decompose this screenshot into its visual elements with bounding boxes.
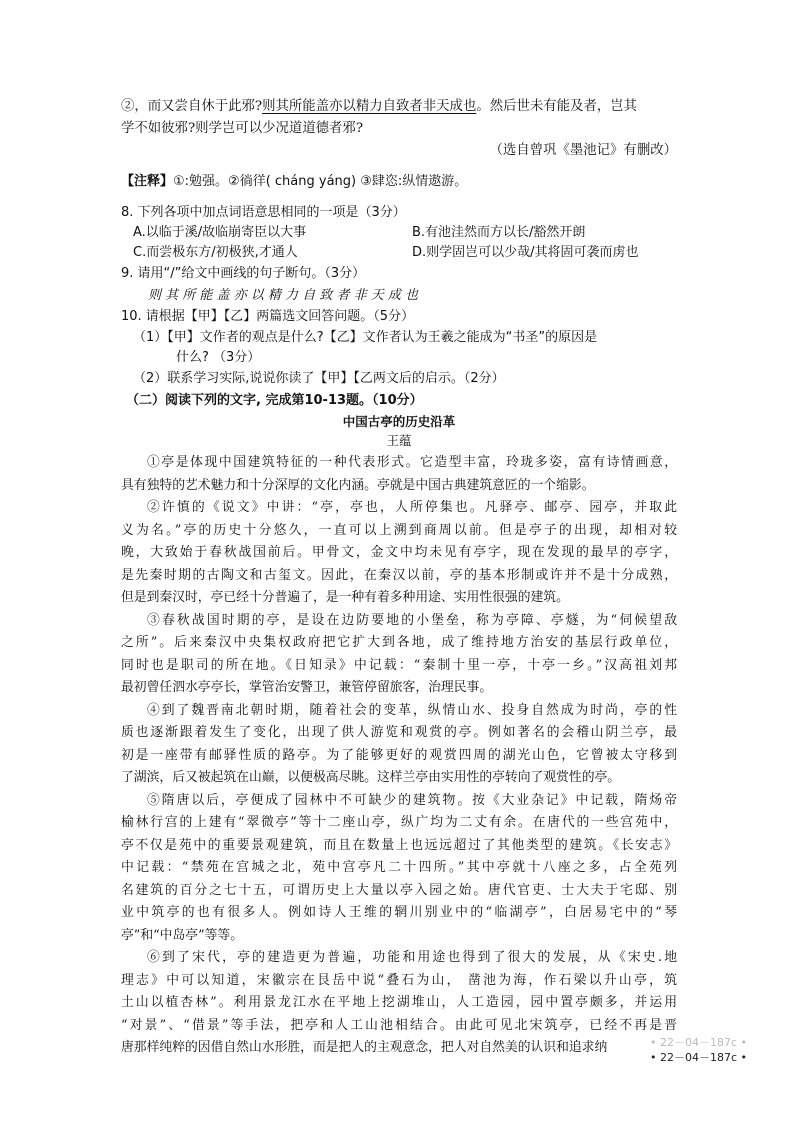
passage-text: ②，而又尝自休于此邪? bbox=[121, 99, 263, 114]
question-8-option-b: B.有池洼然而方以长/豁然开朗 bbox=[412, 225, 586, 240]
article-line: ④到了魏晋南北朝时期，随着社会的变革，纵情山水、投身自然成为时尚，亭的性 bbox=[147, 702, 677, 718]
article-line: “对景”、“借景”等手法，把亭和人工山池相结合。由此可见北宋筑亭，已经不再是晋 bbox=[121, 1017, 677, 1033]
article-line: 同时也是职司的所在地。《日知录》中记载：“秦制十里一亭，十亭一乡。”汉高祖刘邦 bbox=[121, 657, 677, 673]
article-line: 了湖滨，后又被起筑在山巅，以便极高尽眺。这样兰亭由实用性的亭转向了观赏性的亭。 bbox=[121, 770, 621, 785]
article-line: 业中筑亭的也有很多人。例如诗人王维的辋川别业中的“临湖亭”，白居易宅中的“琴 bbox=[121, 905, 677, 920]
article-line: 中记载：“禁苑在宫城之北，苑中宫亭凡二十四所。”其中亭就十八座之多，占全苑列 bbox=[121, 860, 677, 875]
article-line: 理志》中可以知道，宋徽宗在艮岳中说“叠石为山， 凿池为海，作石梁以升山亭，筑 bbox=[121, 972, 677, 988]
article-line: ⑤隋唐以后，亭便成了园林中不可缺少的建筑物。按《大业杂记》中记载，隋炀帝 bbox=[147, 792, 677, 808]
article-line: 最初曾任泗水亭亭长，掌管治安警卫，兼管停留旅客，治理民事。 bbox=[121, 680, 493, 695]
question-10-sub1-cont: 什么? （3分） bbox=[176, 350, 261, 365]
passage-line: 学不如彼邪?则学岂可以少况道道德者邪? bbox=[121, 121, 363, 136]
source-citation: （选自曾巩《墨池记》有删改） bbox=[489, 143, 677, 158]
page-code-faint: • 22－04－187c • bbox=[650, 1036, 748, 1049]
article-line: 亭不仅是苑中的重要景观建筑，而且在数量上也远远超过了其他类型的建筑。《长安志》 bbox=[121, 837, 677, 853]
question-8-option-c: C.而尝极东方/初极狭,才通人 bbox=[133, 245, 298, 260]
question-10-stem: 10. 请根据【甲】【乙】两篇选文回答问题。（5分） bbox=[121, 309, 415, 324]
passage-line bbox=[121, 96, 677, 118]
question-9-stem: 9. 请用“/”给文中画线的句子断句。（3分） bbox=[121, 266, 366, 281]
question-8-stem: 8. 下列各项中加点词语意思相同的一项是（3分） bbox=[121, 205, 406, 220]
article-author: 王蕴 bbox=[386, 433, 412, 448]
passage-text: 。然后世未有能及者，岂其 bbox=[476, 99, 638, 114]
article-line: 义为名。”亭的历史十分悠久，一直可以上溯到商周以前。但是亭子的出现，却相对较 bbox=[121, 522, 677, 538]
article-line: 质也逐渐跟着发生了变化，出现了供人游览和观赏的亭。例如著名的会稽山阴兰亭，最 bbox=[121, 725, 677, 740]
question-9-sentence: 则 其 所 能 盖 亦 以 精 力 自 致 者 非 天 成 也 bbox=[148, 288, 418, 303]
article-line: 初是一座带有邮驿性质的路亭。为了能够更好的观赏四周的湖光山色，它曾被太守移到 bbox=[121, 747, 677, 763]
article-line: 但是到秦汉时，亭已经十分普遍了，是一种有着多种用途、实用性很强的建筑。 bbox=[121, 590, 569, 605]
article-line: ①亭是体现中国建筑特征的一种代表形式。它造型丰富，玲珑多姿，富有诗情画意， bbox=[147, 455, 677, 470]
underlined-sentence: 则其所能盖亦以精力自致者非天成也 bbox=[262, 99, 477, 114]
article-line: 是先秦时期的古陶文和古玺文。因此，在秦汉以前，亭的基本形制或许并不是十分成熟， bbox=[121, 567, 677, 583]
article-line: ⑥到了宋代，亭的建造更为普遍，功能和用途也得到了很大的发展，从《宋史.地 bbox=[147, 950, 677, 965]
question-10-sub2: （2）联系学习实际,说说你读了【甲】【乙两文后的启示。（2分） bbox=[133, 371, 505, 386]
article-line: ②许慎的《说文》中讲：“亭，亭也，人所停集也。凡驿亭、邮亭、园亭，并取此 bbox=[147, 500, 677, 515]
notes-label: 【注释】 bbox=[121, 174, 174, 189]
notes-text: ①:勉强。②徜徉( cháng yáng) ③肆恣:纵情遨游。 bbox=[173, 174, 468, 189]
question-8-option-a: A.以临于溪/故临崩寄臣以大事 bbox=[133, 225, 307, 240]
article-line: 晚，大致始于春秋战国前后。甲骨文，金文中均未见有亭字，现在发现的最早的亭字， bbox=[121, 545, 677, 560]
article-line: ③春秋战国时期的亭，是设在边防要地的小堡垒，称为亭障、亭燧，为“伺候望敌 bbox=[147, 612, 677, 628]
article-line: 亭”和“中岛亭”等等。 bbox=[121, 927, 244, 943]
article-line: 土山以植杏林”。利用景龙江水在平地上挖湖堆山，人工造园，园中置亭颇多，并运用 bbox=[121, 995, 677, 1010]
article-line: 名建筑的百分之七十五，可谓历史上大量以亭入园之始。唐代官吏、士大夫于宅邸、别 bbox=[121, 882, 677, 898]
article-line: 榆林行宫的上建有“翠微亭”等十二座山亭，纵广均为二丈有余。在唐代的一些宫苑中， bbox=[121, 815, 677, 830]
article-line: 唐那样纯粹的因借自然山水形胜，而是把人的主观意念，把人对自然美的认识和追求纳 bbox=[121, 1040, 608, 1055]
question-8-option-d: D.则学固岂可以少哉/其将固可袭而虏也 bbox=[412, 245, 639, 260]
article-line: 具有独特的艺术魅力和十分深厚的文化内涵。亭就是中国古典建筑意匠的一个缩影。 bbox=[121, 477, 595, 493]
notes bbox=[121, 171, 677, 193]
article-title: 中国古亭的历史沿革 bbox=[342, 414, 456, 429]
page-code: • 22－04－187c • bbox=[650, 1051, 748, 1064]
article-line: 之所”。后来秦汉中央集权政府把它扩大到各地，成了维持地方治安的基层行政单位， bbox=[121, 635, 677, 650]
question-10-sub1: （1）【甲】文作者的观点是什么?【乙】文作者认为王羲之能成为“书圣”的原因是 bbox=[133, 330, 598, 345]
section-heading: （二）阅读下列的文字, 完成第10-13题。（10分） bbox=[126, 393, 423, 408]
